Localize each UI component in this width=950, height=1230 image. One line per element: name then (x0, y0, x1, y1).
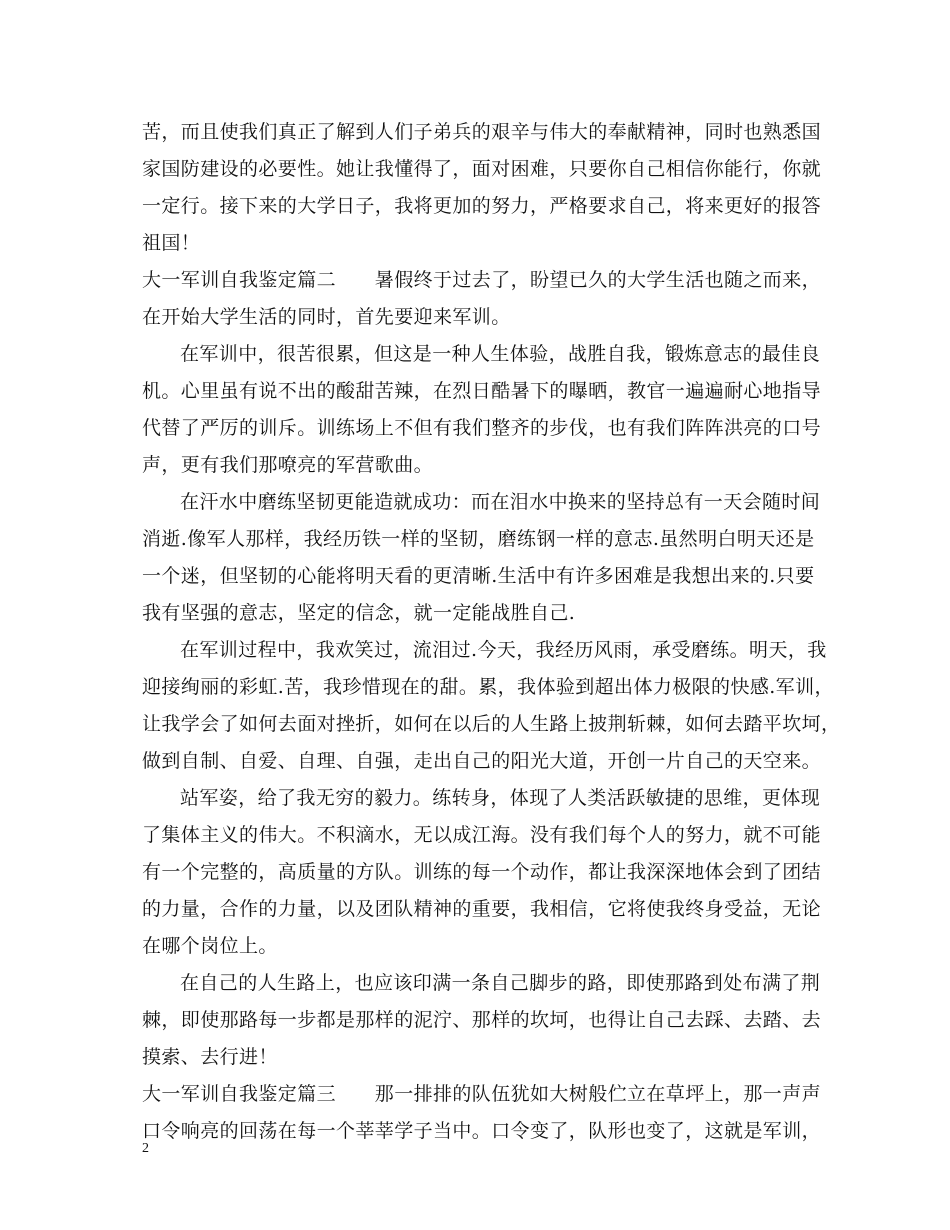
text-line: 在汗水中磨练坚韧更能造就成功：而在泪水中换来的坚持总有一天会随时间 (180, 491, 821, 513)
text-line: 的力量，合作的力量，以及团队精神的重要，我相信，它将使我终身受益，无论 (142, 898, 822, 920)
text-line: 一定行。接下来的大学日子，我将更加的努力，严格要求自己，将来更好的报答 (142, 195, 822, 217)
text-line: 家国防建设的必要性。她让我懂得了，面对困难，只要你自己相信你能行，你就 (142, 158, 822, 180)
text-line: 声，更有我们那嘹亮的军营歌曲。 (142, 454, 434, 476)
text-line: 大一军训自我鉴定篇三 那一排排的队伍犹如大树般伫立在草坪上，那一声声 (142, 1083, 822, 1105)
text-line: 了集体主义的伟大。不积滴水，无以成江海。没有我们每个人的努力，就不可能 (142, 824, 822, 846)
text-line: 口令响亮的回荡在每一个莘莘学子当中。口令变了，队形也变了，这就是军训， (142, 1120, 822, 1142)
text-line: 在军训中，很苦很累，但这是一种人生体验，战胜自我，锻炼意志的最佳良 (180, 343, 821, 365)
text-line: 有一个完整的，高质量的方队。训练的每一个动作，都让我深深地体会到了团结 (142, 861, 822, 883)
text-line: 迎接绚丽的彩虹.苦，我珍惜现在的甜。累，我体验到超出体力极限的快感.军训， (142, 676, 834, 698)
text-line: 做到自制、自爱、自理、自强，走出自己的阳光大道，开创一片自己的天空来。 (142, 750, 822, 772)
text-line: 大一军训自我鉴定篇二 暑假终于过去了，盼望已久的大学生活也随之而来， (142, 269, 822, 291)
page-number: 2 (142, 1141, 149, 1156)
document-body (142, 114, 841, 1150)
text-line: 棘，即使那路每一步都是那样的泥泞、那样的坎坷，也得让自己去踩、去踏、去 (142, 1009, 822, 1031)
text-line: 在自己的人生路上，也应该印满一条自己脚步的路，即使那路到处布满了荆 (180, 972, 821, 994)
text-line: 机。心里虽有说不出的酸甜苦辣，在烈日酷暑下的曝晒，教官一遍遍耐心地指导 (142, 380, 822, 402)
text-line: 摸索、去行进！ (142, 1046, 278, 1068)
text-line: 苦，而且使我们真正了解到人们子弟兵的艰辛与伟大的奉献精神，同时也熟悉国 (142, 121, 822, 143)
text-line: 让我学会了如何去面对挫折，如何在以后的人生路上披荆斩棘，如何去踏平坎坷， (142, 713, 841, 735)
text-line: 祖国！ (142, 232, 201, 254)
text-line: 我有坚强的意志，坚定的信念，就一定能战胜自己. (142, 602, 576, 624)
text-line: 一个迷，但坚韧的心能将明天看的更清晰.生活中有许多困难是我想出来的.只要 (142, 565, 815, 587)
text-line: 站军姿，给了我无穷的毅力。练转身，体现了人类活跃敏捷的思维，更体现 (180, 787, 821, 809)
text-line: 代替了严厉的训斥。训练场上不但有我们整齐的步伐，也有我们阵阵洪亮的口号 (142, 417, 822, 439)
text-line: 在哪个岗位上。 (142, 935, 278, 957)
text-line: 在军训过程中，我欢笑过，流泪过.今天，我经历风雨，承受磨练。明天，我 (180, 639, 827, 661)
text-line: 消逝.像军人那样，我经历铁一样的坚韧，磨练钢一样的意志.虽然明白明天还是 (142, 528, 815, 550)
text-line: 在开始大学生活的同时，首先要迎来军训。 (142, 306, 511, 328)
